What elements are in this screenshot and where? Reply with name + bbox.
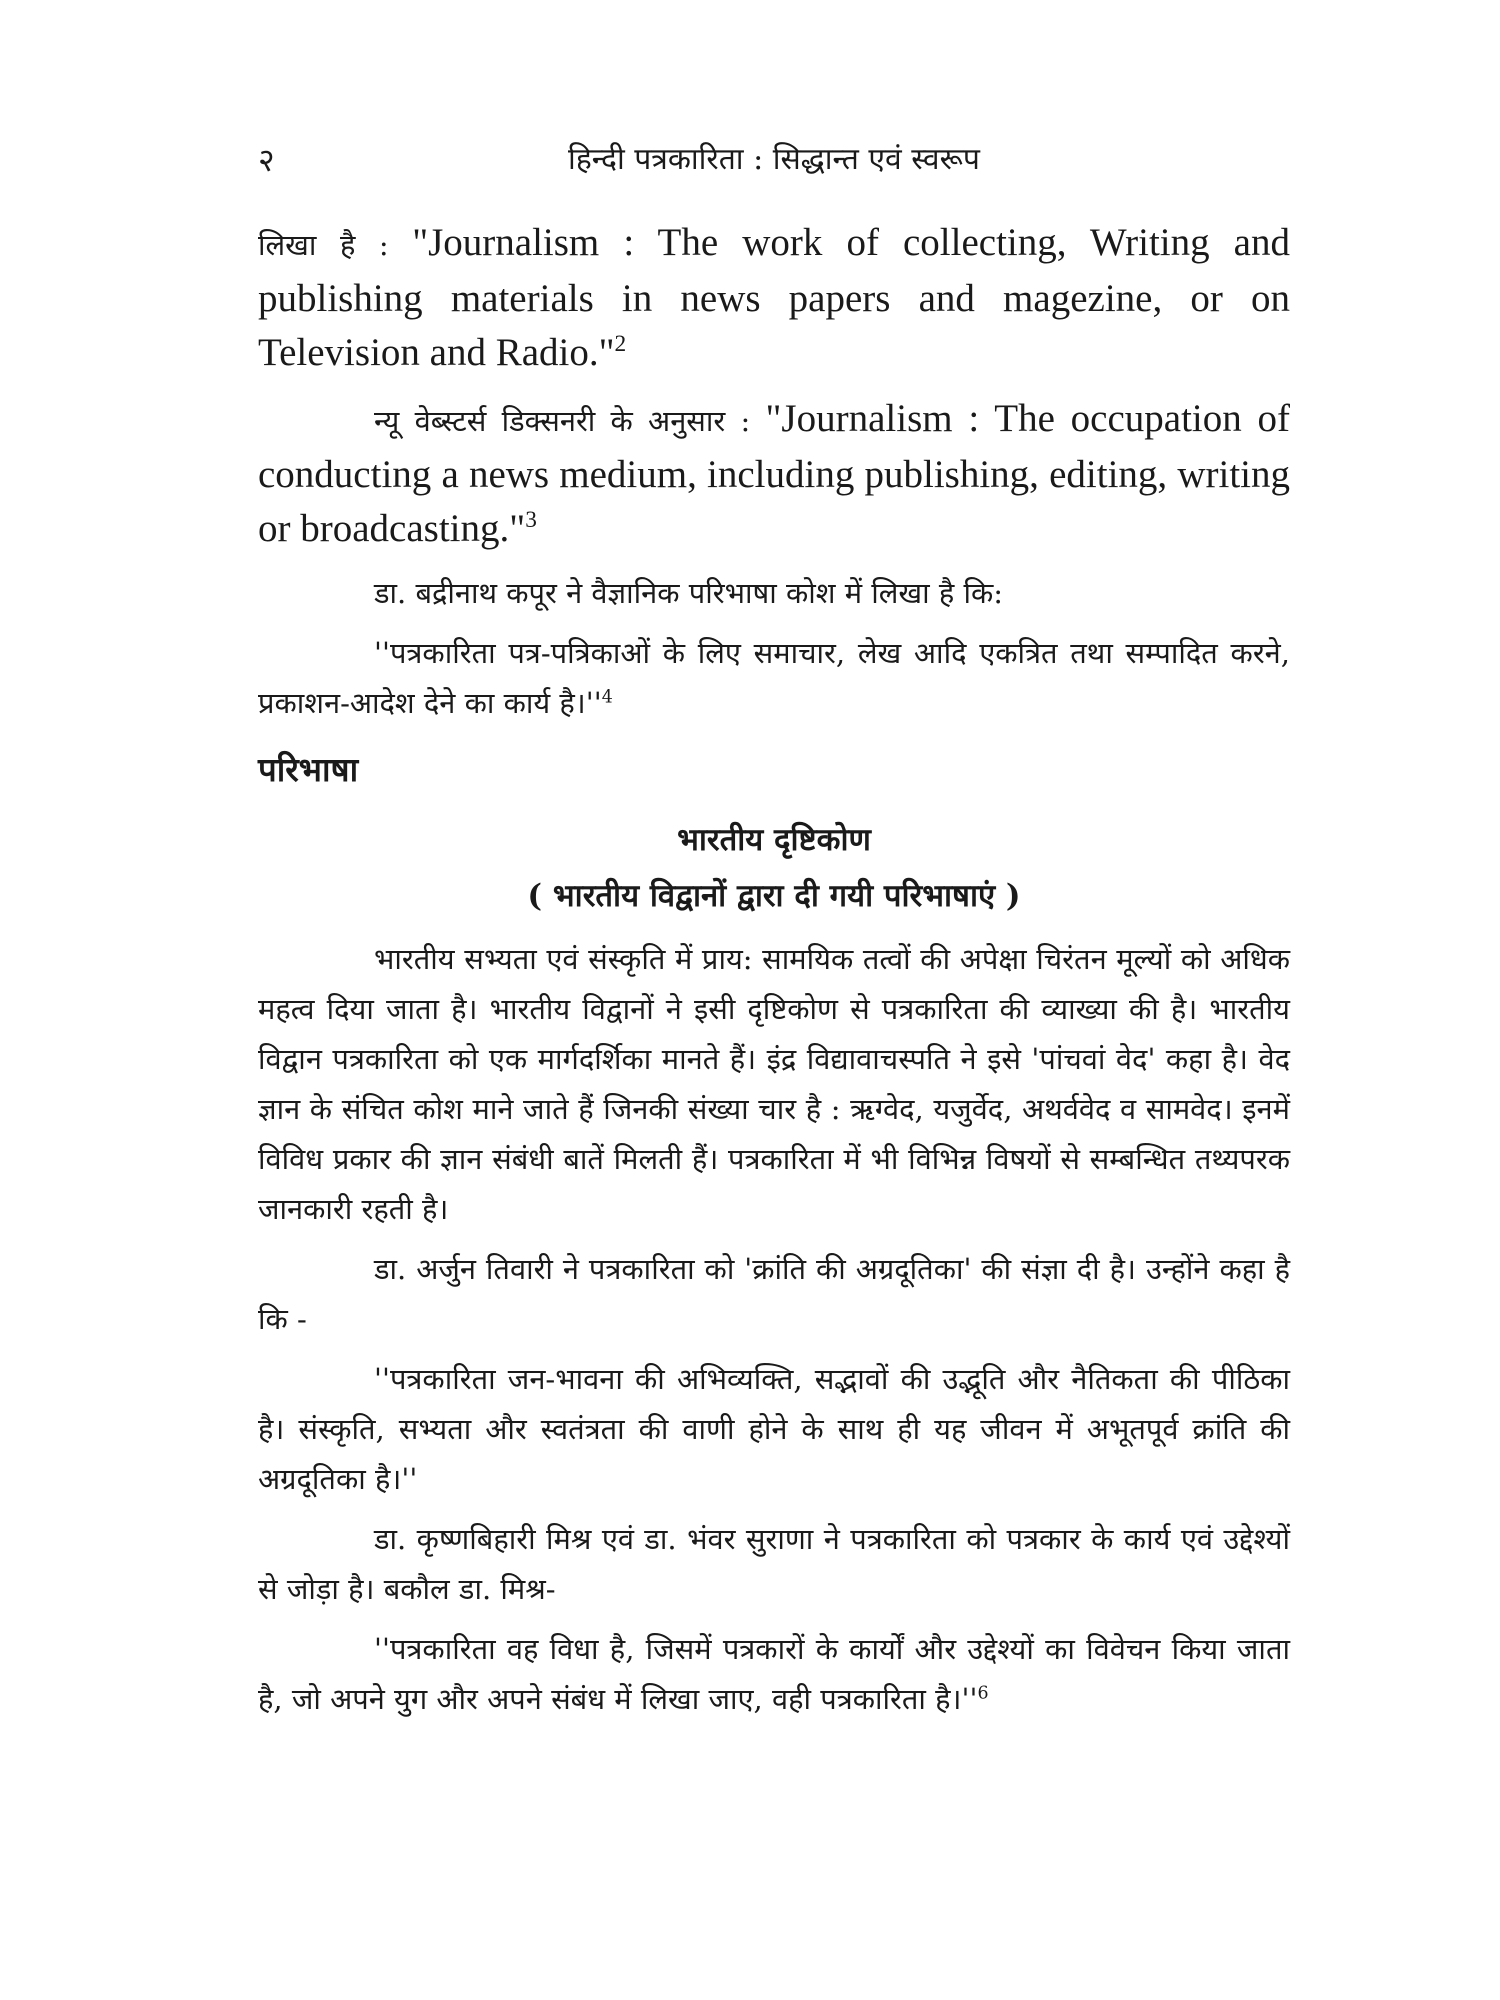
footnote-marker: 4 [601,687,613,708]
hindi-lead-text: न्यू वेब्स्टर्स डिक्सनरी के अनुसार : [374,404,766,438]
paragraph-tiwari-quote [258,1354,1290,1504]
quote-text: ''पत्रकारिता वह विधा है, जिसमें पत्रकारों के कार्यों और उद्देश्यों का विवेचन किया जाता है, जो अपने युग और अपने संबंध में लिखा जाए, वही पत्रकारिता है।'' [258,1632,1290,1716]
quote-text: ''पत्रकारिता जन-भावना की अभिव्यक्ति, सद्भावों की उद्भूति और नैतिकता की पीठिका है। संस्कृति, सभ्यता और स्वतंत्रता की वाणी होने के साथ ही यह जीवन में अभूतपूर्व क्रांति की अग्रदूतिका है।'' [258,1362,1290,1496]
paragraph-text: डा. कृष्णबिहारी मिश्र एवं डा. भंवर सुराणा ने पत्रकारिता को पत्रकार के कार्य एवं उद्देश्यों से जोड़ा है। बकौल डा. मिश्र- [258,1522,1290,1606]
book-page [258,140,1290,1734]
quote-text: ''पत्रकारिता पत्र-पत्रिकाओं के लिए समाचार, लेख आदि एकत्रित तथा सम्पादित करने, प्रकाशन-आदेश देने का कार्य है।'' [258,636,1290,720]
footnote-marker: 3 [525,507,537,533]
paragraph-indian-view [258,934,1290,1234]
paragraph-mishra-quote [258,1624,1290,1724]
sub-heading: भारतीय दृष्टिकोण [677,822,871,858]
running-header [258,140,1290,180]
footnote-marker: 6 [977,1683,989,1704]
paragraph-text: भारतीय सभ्यता एवं संस्कृति में प्राय: सामयिक तत्वों की अपेक्षा चिरंतन मूल्यों को अधिक महत्व दिया जाता है। भारतीय विद्वानों ने इसी दृष्टिकोण से पत्रकारिता की व्याख्या की है। भारतीय विद्वान पत्रकारिता को एक मार्गदर्शिका मानते हैं। इंद्र विद्यावाचस्पति ने इसे 'पांचवां वेद' कहा है। वेद ज्ञान के संचित कोश माने जाते हैं जिनकी संख्या चार है : ऋग्वेद, यजुर्वेद, अथर्ववेद व सामवेद। इनमें विविध प्रकार की ज्ञान संबंधी बातें मिलती हैं। पत्रकारिता में भी विभिन्न विषयों से सम्बन्धित तथ्यपरक जानकारी रहती है। [258,942,1290,1226]
hindi-lead-text: लिखा है : [258,228,413,262]
paragraph-journalism-definition-2 [258,392,1290,556]
paragraph-kapoor-intro [258,568,1290,618]
footnote-marker: 2 [614,331,627,357]
paragraph-tiwari-intro [258,1244,1290,1344]
sub-heading-parenthetical: ( भारतीय विद्वानों द्वारा दी गयी परिभाषाएं ) [527,878,1021,914]
english-quote: "Journalism : The occupation of conducting a news medium, including publishing, editing, writing or broadcasting." [258,397,1290,550]
paragraph-kapoor-quote [258,628,1290,728]
paragraph-mishra-intro [258,1514,1290,1614]
paragraph-text: डा. बद्रीनाथ कपूर ने वैज्ञानिक परिभाषा कोश में लिखा है कि: [374,576,1004,610]
paragraph-text: डा. अर्जुन तिवारी ने पत्रकारिता को 'क्रांति की अग्रदूतिका' की संज्ञा दी है। उन्होंने कहा है कि - [258,1252,1290,1336]
running-title: हिन्दी पत्रकारिता : सिद्धान्त एवं स्वरूप [568,142,980,177]
page-number: २ [258,141,275,179]
section-heading: परिभाषा [258,750,359,789]
paragraph-journalism-definition-1 [258,216,1290,380]
english-quote: "Journalism : The work of collecting, Writing and publishing materials in news papers and magezine, or on Television and Radio." [258,221,1290,374]
